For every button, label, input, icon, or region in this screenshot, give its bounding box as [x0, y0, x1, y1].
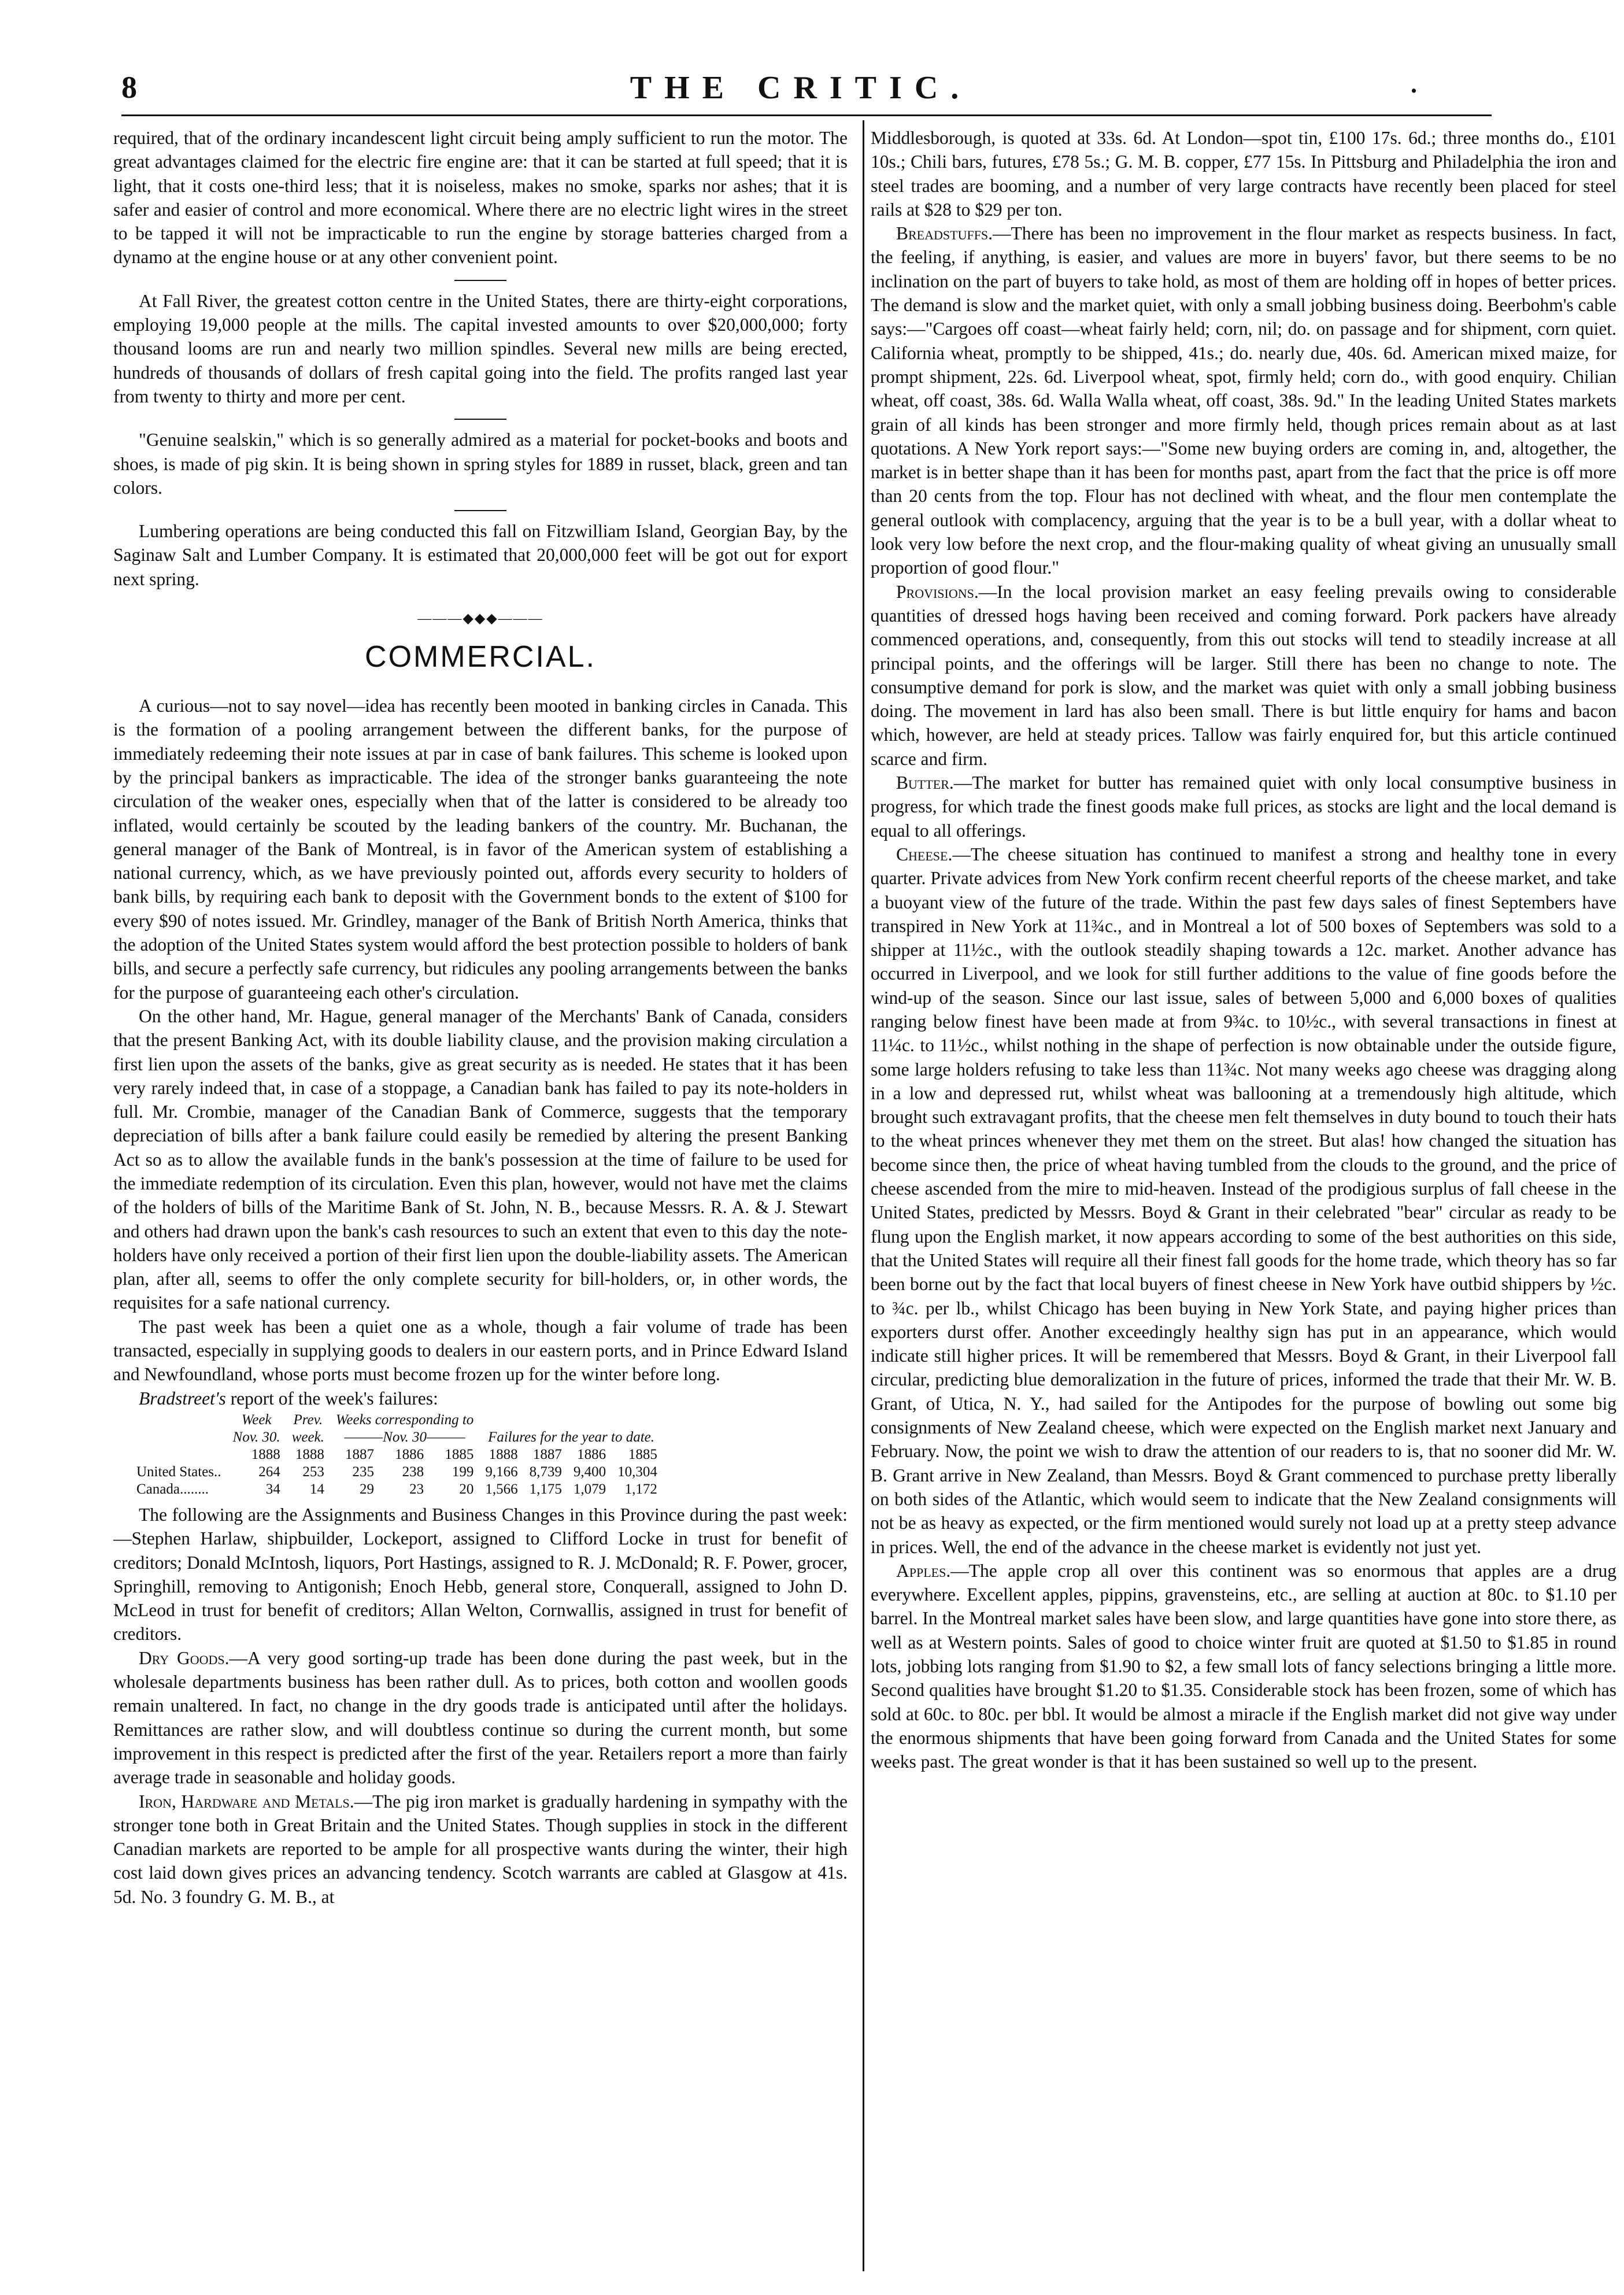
table-cell: 1,566	[485, 1481, 518, 1497]
table-cell: 14	[309, 1481, 324, 1497]
table-cell	[136, 1446, 227, 1464]
commercial-heading: COMMERCIAL.	[365, 640, 596, 674]
paragraph-sealskin: "Genuine sealskin," which is so generally admired as a material for pocket-books and boots and shoes, is made of pig skin. It is being shown in spring styles for 1889 in russet, black, green and tan colors.	[113, 430, 848, 498]
table-row	[136, 1481, 663, 1498]
table-header-row	[136, 1429, 663, 1446]
table-cell: 199	[452, 1464, 474, 1480]
left-column	[113, 126, 848, 1909]
table-cell: United States..	[136, 1464, 221, 1480]
table-cell: 8,739	[529, 1464, 562, 1480]
table-cell: 1887	[532, 1446, 562, 1462]
item-separator	[454, 510, 506, 511]
paragraph-apples	[871, 1559, 1616, 1774]
table-cell: 9,400	[573, 1464, 606, 1480]
table-cell	[479, 1411, 663, 1429]
breadstuffs-label: Breadstuffs.	[896, 223, 993, 244]
table-cell: 20	[459, 1481, 474, 1497]
breadstuffs-text: —There has been no improvement in the flour market as respects business. In fact, the feeling, if anything, is easier, and values are more in buyers' favor, but there seems to be no inclination on the part of buyers to take hold, as most of them are holding off in hopes of better prices. The demand is slow and the market quiet, with only a small jobbing business doing. Beerbohm's cable says:—"Cargoes off coast—wheat fairly held; corn, nil; do. on passage and for shipment, corn quiet. California wheat, promptly to be shipped, 41s.; do. nearly due, 40s. 6d. American mixed maize, for prompt shipment, 22s. 6d. Liverpool wheat, spot, firmly held; corn do., with good enquiry. Chilian wheat, off coast, 38s. 6d. Walla Walla wheat, off coast, 38s. 9d." In the leading United States markets grain of all kinds has been stronger and more firmly held, though prices remain about as at last quotations. A New York report says:—"Some new buying orders are coming in, and, altogether, the market is in better shape than it has been for months past, apart from the fact that the price is off more than 20 cents from the top. Flour has not declined with wheat, and the flour men contemplate the general outlook with complacency, arguing that the year is to be a bull year, with a dollar wheat to look very low before the next crop, and the flour-making quality of wheat giving an unusually small proportion of good flour."	[871, 223, 1616, 578]
paragraph-metals-continued: Middlesborough, is quoted at 33s. 6d. At London—spot tin, £100 17s. 6d.; three months do., £101 10s.; Chili bars, futures, £78 5s.; G. M. B. copper, £77 15s. In Pittsburg and Philadelphia the iron and steel trades are booming, and a number of very large contracts have recently been placed for steel rails at $28 to $29 per ton.	[871, 128, 1616, 220]
table-cell	[136, 1411, 227, 1429]
table-cell: Weeks corresponding to	[335, 1411, 474, 1428]
provisions-label: Provisions.	[896, 581, 979, 602]
table-cell: 1,079	[573, 1481, 606, 1497]
paragraph-banking-act: On the other hand, Mr. Hague, general manager of the Merchants' Bank of Canada, considers that the present Banking Act, with its double liability clause, and the provision making circulation a first lien upon the assets of the banks, give as great security as is needed. He states that it has been very rarely indeed that, in case of a stoppage, a Canadian bank has failed to pay its note-holders in full. Mr. Crombie, manager of the Canadian Bank of Commerce, suggests that the temporary depreciation of bills after a bank failure could easily be remedied by altering the present Banking Act so as to allow the available funds in the bank's possession at the time of failure to be used for the immediate redemption of its circulation. Even this plan, however, would not have met the claims of the holders of bills of the Maritime Bank of St. John, N. B., because Messrs. R. A. & J. Stewart and others had drawn upon the bank's cash resources to such an extent that even to this day the note-holders have only received a portion of their first lien upon the double-liability assets. The American plan, after all, seems to offer the only complete security for bill-holders, or, in other words, the requisites for a safe national currency.	[113, 1006, 848, 1313]
cheese-text: —The cheese situation has continued to manifest a strong and healthy tone in every quarter. Private advices from New York confirm recent cheerful reports of the cheese market, and take a buoyant view of the future of the trade. Within the past few days sales of finest Septembers have transpired in New York at 11¾c., and in Montreal a lot of 500 boxes of Septembers was sold to a shipper at 11½c., with the outlook steadily shaping towards a 12c. market. Another advance has occurred in Liverpool, and we look for still further additions to the value of fine goods before the wind-up of the season. Since our last issue, sales of between 5,000 and 6,000 boxes of qualities ranging below finest have been made at from 9¾c. to 10½c., with several transactions in finest at 11¼c. to 11½c., whilst nothing in the shape of perfection is now obtainable under the outside figure, some large holders refusing to take less than 11¾c. Not many weeks ago cheese was dragging along in a low and depressed rut, whilst wheat was ballooning at a tremendously high altitude, which brought such extravagant profits, that the cheese men felt themselves in duty bound to touch their hats to the wheat princes whenever they met them on the street. But alas! how changed the situation has become since then, the price of wheat having tumbled from the clouds to the ground, and the price of cheese ascended from the mire to mid-heaven. Instead of the prodigious surplus of fall cheese in the United States, predicted by Messrs. Boyd & Grant in their celebrated "bear" circular as ready to be flung upon the English market, it now appears according to some of the best authorities on this side, that the United States will require all their finest fall goods for the home trade, which theory has so far been borne out by the fact that local buyers of finest cheese in New York have outbid shippers by ½c. to ¾c. per lb., whilst Chicago has been buying in New York State, and paying higher prices than exporters durst offer. Another exceedingly healthy sign has put in an appearance, which would indicate still higher prices. It will be remembered that Messrs. Boyd & Grant, in their Liverpool fall circular, predicting blue demoralization in the future of prices, informed the trade that their Mr. W. B. Grant, of Utica, N. Y., had sailed for the Antipodes for the purpose of bowling out some big consignments of New Zealand cheese, which were expected on the English market next January and February. Now, the point we wish to draw the attention of our readers to is, that no sooner did Mr. W. B. Grant arrive in New Zealand, than Messrs. Boyd & Grant commenced to purchase pretty liberally on both sides of the Atlantic, which would seem to indicate that the New Zealand consignments will not be as heavy as expected, or the firm mentioned would surely not load up at a pretty steep advance in prices. Well, the end of the advance in the cheese market is evidently not just yet.	[871, 844, 1616, 1557]
table-cell: week.	[291, 1429, 324, 1445]
paragraph-lumbering: Lumbering operations are being conducted this fall on Fitzwilliam Island, Georgian Bay, by the Saginaw Salt and Lumber Company. It is estimated that 20,000,000 feet will be got out for export next spring.	[113, 521, 848, 589]
paragraph-electric-fire-engine: required, that of the ordinary incandescent light circuit being amply sufficient to run the motor. The great advantages claimed for the electric fire engine are: that it can be started at full speed; that it is light, that it costs one-third less; that it is noiseless, makes no smoke, sparks nor ashes; that it is safer and easier of control and more economical. Where there are no electric light wires in the street to be tapped it will not be impracticable to run the engine by storage batteries charged from a dynamo at the engine house or at any other convenient point.	[113, 128, 848, 268]
header-rule	[121, 114, 1492, 116]
table-cell: Prev.	[293, 1411, 323, 1428]
paragraph-dry-goods	[113, 1646, 848, 1790]
butter-label: Butter.	[896, 773, 954, 793]
table-cell: 10,304	[617, 1464, 657, 1480]
paragraph-breadstuffs	[871, 221, 1616, 579]
table-cell: 1,175	[529, 1481, 562, 1497]
paragraph-provisions	[871, 580, 1616, 771]
paragraph-iron-hardware	[113, 1790, 848, 1909]
table-cell: 1886	[395, 1446, 424, 1462]
table-cell: 1888	[489, 1446, 518, 1462]
table-cell: Week	[241, 1411, 272, 1428]
table-cell: Nov. 30.	[232, 1429, 280, 1445]
table-cell: 1887	[345, 1446, 375, 1462]
paragraph-assignments: The following are the Assignments and Business Changes in this Province during the past week:—Stephen Harlaw, shipbuilder, Lockeport, assigned to Clifford Locke in trust for benefit of creditors; Donald McIntosh, liquors, Port Hastings, assigned to R. J. McDonald; R. F. Power, grocer, Springhill, removing to Antigonish; Enoch Hebb, general store, Conquerall, assigned to John D. McLeod in trust for benefit of creditors; Allan Welton, Cornwallis, assigned in trust for benefit of creditors.	[113, 1504, 848, 1644]
paragraph-cheese	[871, 842, 1616, 1559]
dry-goods-label: Dry Goods.	[139, 1647, 230, 1668]
paragraph-fall-river: At Fall River, the greatest cotton centre in the United States, there are thirty-eight corporations, employing 19,000 people at the mills. The capital invested amounts to over $20,000,000; forty thousand looms are run and nearly two million spindles. Several new mills are being erected, hundreds of thousands of dollars of fresh capital going into the field. The profits ranged last year from twenty to thirty and more per cent.	[113, 290, 848, 406]
table-cell: ———Nov. 30———	[344, 1429, 465, 1445]
running-title: THE CRITIC.	[630, 70, 972, 106]
column-rule	[863, 120, 864, 2271]
table-cell: 1885	[628, 1446, 657, 1462]
cheese-label: Cheese.	[896, 844, 953, 864]
table-cell: 29	[360, 1481, 375, 1497]
table-cell: 264	[258, 1464, 280, 1480]
table-cell: 253	[302, 1464, 324, 1480]
right-column	[871, 126, 1616, 1773]
bradstreet-intro	[113, 1387, 848, 1410]
paragraph-past-week: The past week has been a quiet one as a whole, though a fair volume of trade has been transacted, especially in supplying goods to dealers in our eastern ports, and in Prince Edward Island and Newfoundland, whose ports must become frozen up for the winter before long.	[113, 1316, 848, 1385]
table-cell: Canada........	[136, 1481, 209, 1497]
page-header	[121, 69, 1480, 110]
table-cell: Failures for the year to date.	[488, 1429, 655, 1445]
bradstreet-rest: report of the week's failures:	[225, 1388, 438, 1409]
butter-text: —The market for butter has remained quiet with only local consumptive business in progress, for which trade the finest goods make full prices, as stocks are light and the local demand is equal to all offerings.	[871, 773, 1616, 841]
header-dot: .	[1411, 70, 1417, 98]
apples-label: Apples.	[896, 1560, 951, 1581]
bradstreet-name: Bradstreet's	[139, 1388, 226, 1409]
table-cell: 1886	[577, 1446, 606, 1462]
table-row	[136, 1464, 663, 1481]
apples-text: —The apple crop all over this continent was so enormous that apples are a drug everywhere. Excellent apples, pippins, gravensteins, etc., are selling at auction at 80c. to $1.10 per barrel. In the Montreal market sales have been slow, and large quantities have gone into store there, as well as at Western points. Sales of good to choice winter fruit are quoted at $1.50 to $1.85 in round lots, jobbing lots ranging from $1.90 to $2, a few small lots of fancy selections bringing a little more. Second qualities have brought $1.20 to $1.35. Considerable stock has been frozen, some of which has sold at 60c. to 80c. per bbl. It would be almost a miracle if the English market did not give way under the enormous shipments that have been going forward from Canada and the United States for some weeks past. The great wonder is that it has been sustained so well up to the present.	[871, 1560, 1616, 1772]
table-cell: 9,166	[485, 1464, 518, 1480]
table-cell: 1888	[295, 1446, 324, 1462]
table-cell: 235	[352, 1464, 375, 1480]
table-cell: 23	[409, 1481, 424, 1497]
dry-goods-text: —A very good sorting-up trade has been done during the past week, but in the wholesale departments business has been rather dull. As to prices, both cotton and woollen goods remain unaltered. In fact, no change in the dry goods trade is anticipated until after the holidays. Remittances are rather slow, and will doubtless continue so during the current month, but some improvement in this respect is predicted after the first of the year. Retailers report a more than fairly average trade in seasonable and holiday goods.	[113, 1647, 848, 1788]
table-cell: 34	[265, 1481, 280, 1497]
iron-label: Iron, Hardware and Metals.	[139, 1791, 354, 1812]
section-ornament: ———◆◆◆———	[417, 611, 543, 627]
paragraph-butter	[871, 771, 1616, 842]
table-cell: 238	[402, 1464, 424, 1480]
table-header-row	[136, 1411, 663, 1429]
table-cell: 1885	[445, 1446, 474, 1462]
item-separator	[454, 280, 506, 281]
table-cell: 1888	[251, 1446, 280, 1462]
item-separator	[454, 419, 506, 420]
paragraph-banking-pool: A curious—not to say novel—idea has recently been mooted in banking circles in Canada. This is the formation of a pooling arrangement between the different banks, for the purpose of immediately redeeming their note issues at par in case of bank failures. This scheme is looked upon by the principal bankers as impracticable. The idea of the stronger banks guaranteeing the note circulation of the weaker ones, especially when that of the latter is considered to be already too inflated, would certainly be scouted by the leading bankers of the country. Mr. Buchanan, the general manager of the Bank of Montreal, is in favor of the American system of establishing a national currency, which, as we have previously pointed out, affords every security to holders of bank bills, by requiring each bank to deposit with the Government bonds to the extent of $100 for every $90 of notes issued. Mr. Grindley, manager of the Bank of British North America, thinks that the adoption of the United States system would afford the best protection possible to holders of bank bills, and secure a perfectly safe currency, but ridicules any pooling arrangements between the banks for the purpose of guaranteeing each other's circulation.	[113, 696, 848, 1003]
failures-table	[136, 1411, 663, 1498]
iron-text: —The pig iron market is gradually hardening in sympathy with the stronger tone both in Great Britain and the United States. Though supplies in stock in the different Canadian markets are reported to be ample for all prospective wants during the winter, their high cost laid down gives prices an advancing tendency. Scotch warrants are cabled at Glasgow at 41s. 5d. No. 3 foundry G. M. B., at	[113, 1791, 848, 1907]
table-cell	[136, 1429, 227, 1446]
page-number: 8	[121, 70, 137, 105]
table-year-row	[136, 1446, 663, 1464]
provisions-text: —In the local provision market an easy feeling prevails owing to considerable quantities of dressed hogs having been received and coming forward. Pork packers have already commenced operations, and, consequently, from this out stocks will tend to steadily increase at all principal points, and the offerings will be larger. Still there has been no change to note. The consumptive demand for pork is slow, and the market was quiet with only a small jobbing business doing. The movement in lard has also been small. There is but little enquiry for hams and bacon which, however, are held at steady prices. Tallow was fairly enquired for, but this article continued scarce and firm.	[871, 581, 1616, 769]
table-cell: 1,172	[624, 1481, 657, 1497]
